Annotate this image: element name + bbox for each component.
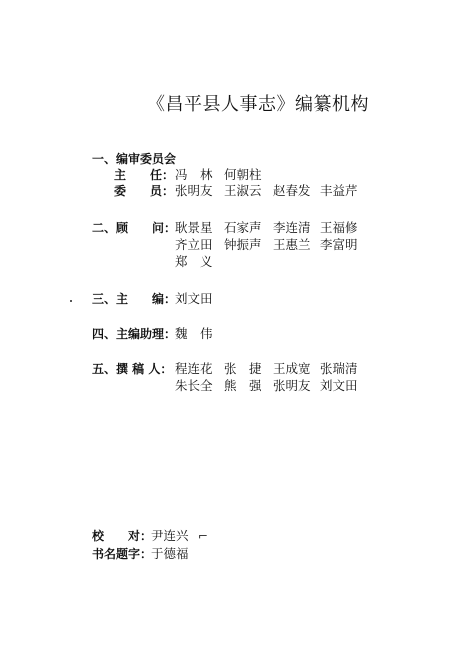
- member-name-2: 王淑云: [224, 183, 262, 198]
- editor-row: [92, 290, 292, 308]
- chair-label: 主 任：: [114, 168, 175, 182]
- writers-row-2: [175, 377, 425, 395]
- advisor-name-3: 李连清: [273, 220, 311, 235]
- advisor-name-6: 钟振声: [224, 237, 262, 252]
- advisors-label: 二、顾 问：: [92, 221, 177, 235]
- advisor-name-8: 李富明: [320, 237, 358, 252]
- calligraphy-row: [92, 545, 272, 563]
- advisor-name-1: 耿景星: [175, 220, 213, 235]
- calligraphy-label: 书名题字：: [92, 547, 153, 561]
- writer-name-3: 王成宽: [273, 361, 311, 376]
- advisor-name-9: 郑 义: [175, 254, 213, 269]
- stray-mark: [70, 300, 72, 302]
- advisor-name-2: 石家声: [224, 220, 262, 235]
- advisors-row-2: [175, 236, 425, 254]
- advisor-name-7: 王惠兰: [273, 237, 311, 252]
- section-1-heading: 一、编审委员会: [92, 152, 177, 166]
- member-name-4: 丰益芹: [320, 183, 358, 198]
- page-title: 《昌平县人事志》编纂机构: [147, 94, 369, 115]
- writer-name-1: 程连花: [175, 361, 213, 376]
- assistant-editor-row: [92, 325, 292, 343]
- advisors-row-1: [92, 219, 422, 237]
- assistant-editor-name: 魏 伟: [175, 326, 213, 341]
- calligraphy-name: 于德福: [151, 546, 189, 561]
- assistant-editor-label: 四、主编助理：: [92, 327, 177, 341]
- writer-name-7: 张明友: [273, 378, 311, 393]
- member-row: [114, 182, 424, 200]
- writer-name-4: 张瑞清: [320, 361, 358, 376]
- proofreader-row: [92, 527, 272, 545]
- proofreader-name: 尹连兴: [151, 528, 189, 543]
- writer-name-2: 张 捷: [224, 361, 262, 376]
- pen-mark: ⌐: [198, 529, 209, 543]
- editor-name: 刘文田: [175, 291, 213, 306]
- writer-name-8: 刘文田: [320, 378, 358, 393]
- member-name-1: 张明友: [175, 183, 213, 198]
- proofreader-label: 校 对：: [92, 529, 153, 543]
- advisor-name-5: 齐立田: [175, 237, 213, 252]
- writers-label: 五、撰 稿 人：: [92, 362, 173, 376]
- advisor-name-4: 王福修: [320, 220, 358, 235]
- writer-name-5: 朱长全: [175, 378, 213, 393]
- editor-label: 三、主 编：: [92, 292, 177, 306]
- writers-row-1: [92, 360, 422, 378]
- writer-name-6: 熊 强: [224, 378, 262, 393]
- chair-name-1: 冯 林: [175, 167, 213, 182]
- chair-name-2: 何朝柱: [224, 167, 262, 182]
- member-label: 委 员：: [114, 184, 175, 198]
- member-name-3: 赵春发: [273, 183, 311, 198]
